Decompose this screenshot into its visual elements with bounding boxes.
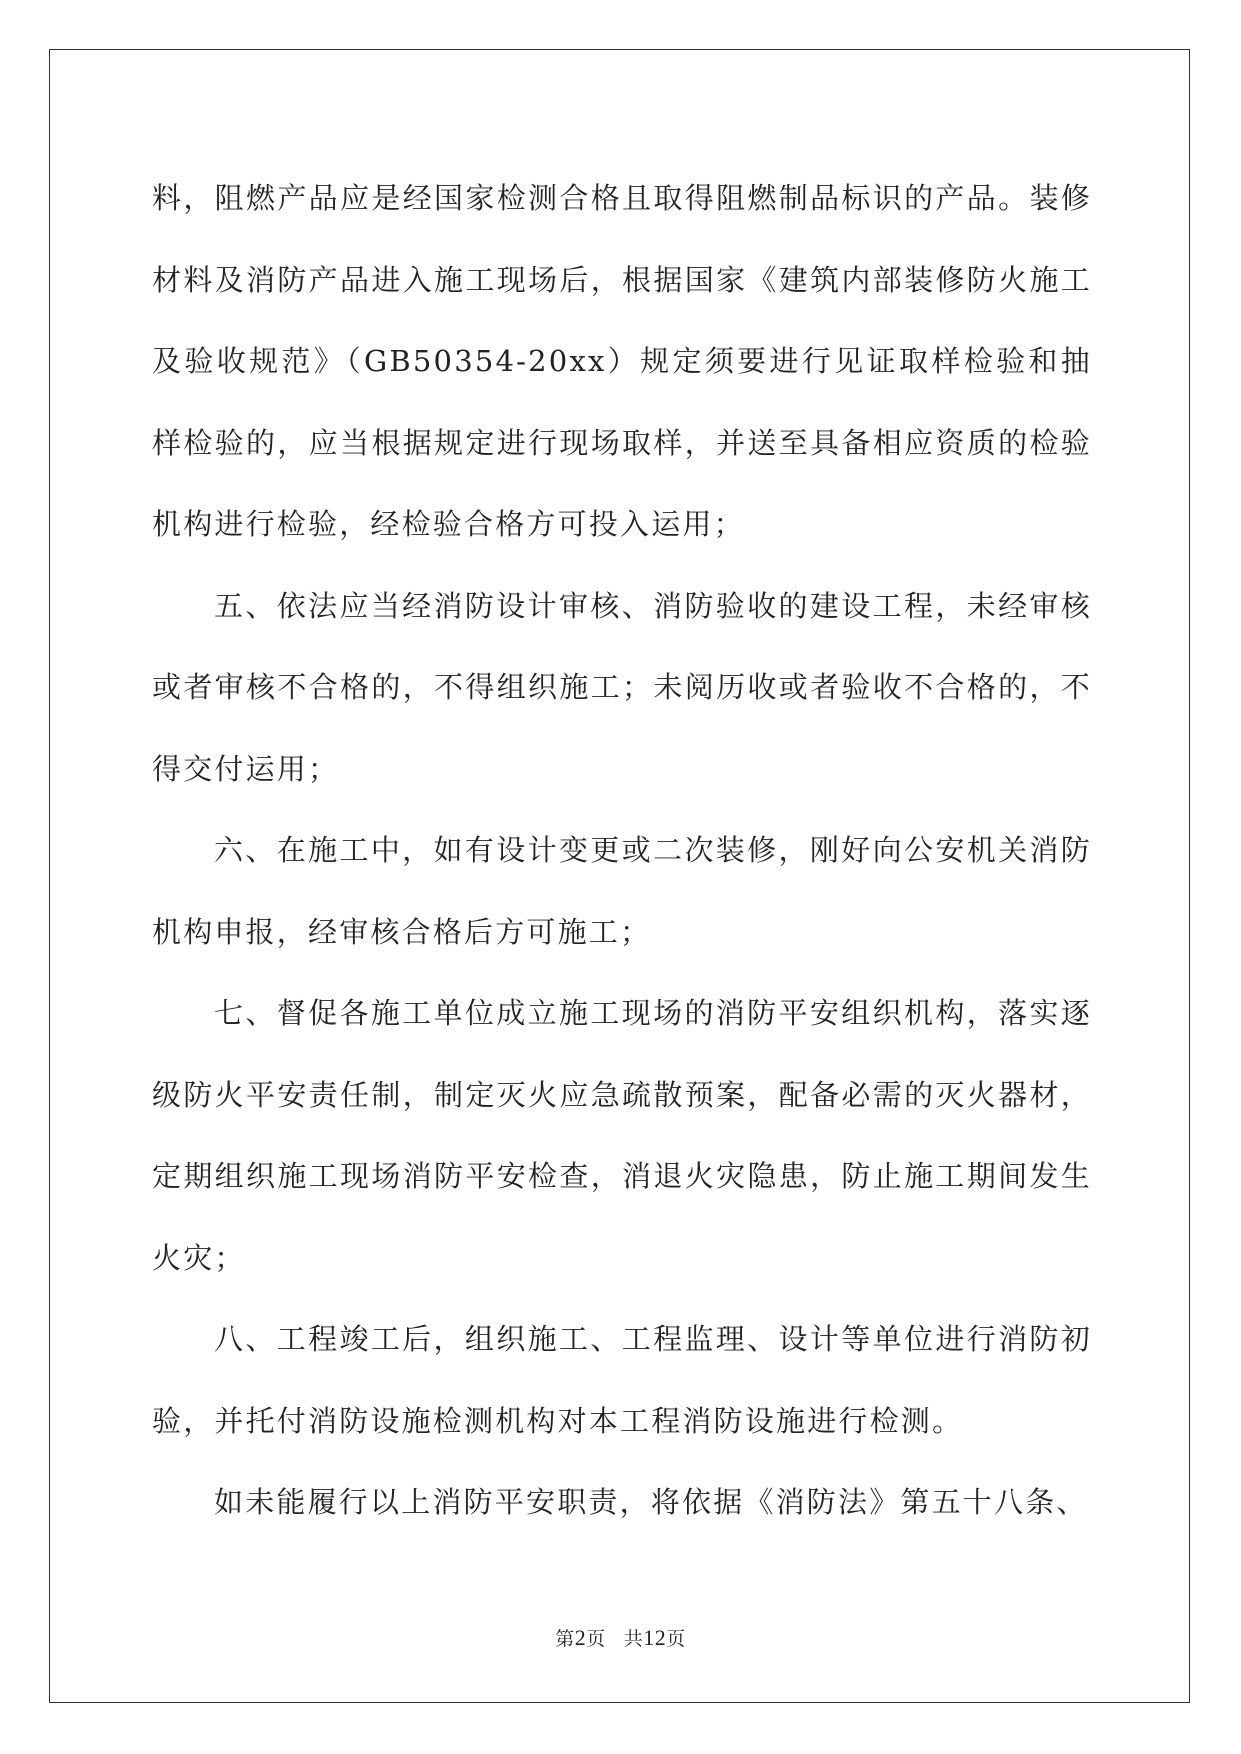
footer-page-suffix: 页 [586, 1629, 606, 1650]
footer-total-pages: 12 [643, 1625, 667, 1650]
footer-page-number: 2 [574, 1625, 587, 1650]
paragraph-item-5: 五、依法应当经消防设计审核、消防验收的建设工程，未经审核或者审核不合格的，不得组织施工；未阅历收或者验收不合格的，不得交付运用； [152, 588, 1092, 786]
paragraph-item-8: 八、工程竣工后，组织施工、工程监理、设计等单位进行消防初验，并托付消防设施检测机构对本工程消防设施进行检测。 [152, 1322, 1092, 1438]
document-body [152, 158, 1092, 1544]
footer-total-prefix: 共 [623, 1629, 644, 1650]
paragraph-continued: 料，阻燃产品应是经国家检测合格且取得阻燃制品标识的产品。装修材料及消防产品进入施工现场后，根据国家《建筑内部装修防火施工及验收规范》（GB50354-20xx）规定须要进行见证取样检验和抽样检验的，应当根据规定进行现场取样，并送至具备相应资质的检验机构进行检验，经检验合格方可投入运用； [152, 181, 1092, 541]
footer-total-suffix: 页 [666, 1629, 686, 1650]
paragraph-item-6: 六、在施工中，如有设计变更或二次装修，刚好向公安机关消防机构申报，经审核合格后方可施工； [152, 833, 1092, 949]
paragraph-closing: 如未能履行以上消防平安职责，将依据《消防法》第五十八条、 [214, 1485, 1088, 1519]
page-footer [0, 1624, 1241, 1651]
paragraph-item-7: 七、督促各施工单位成立施工现场的消防平安组织机构，落实逐级防火平安责任制，制定灭火应急疏散预案，配备必需的灭火器材，定期组织施工现场消防平安检查，消退火灾隐患，防止施工期间发生火灾； [152, 996, 1092, 1275]
footer-page-prefix: 第 [555, 1629, 575, 1650]
